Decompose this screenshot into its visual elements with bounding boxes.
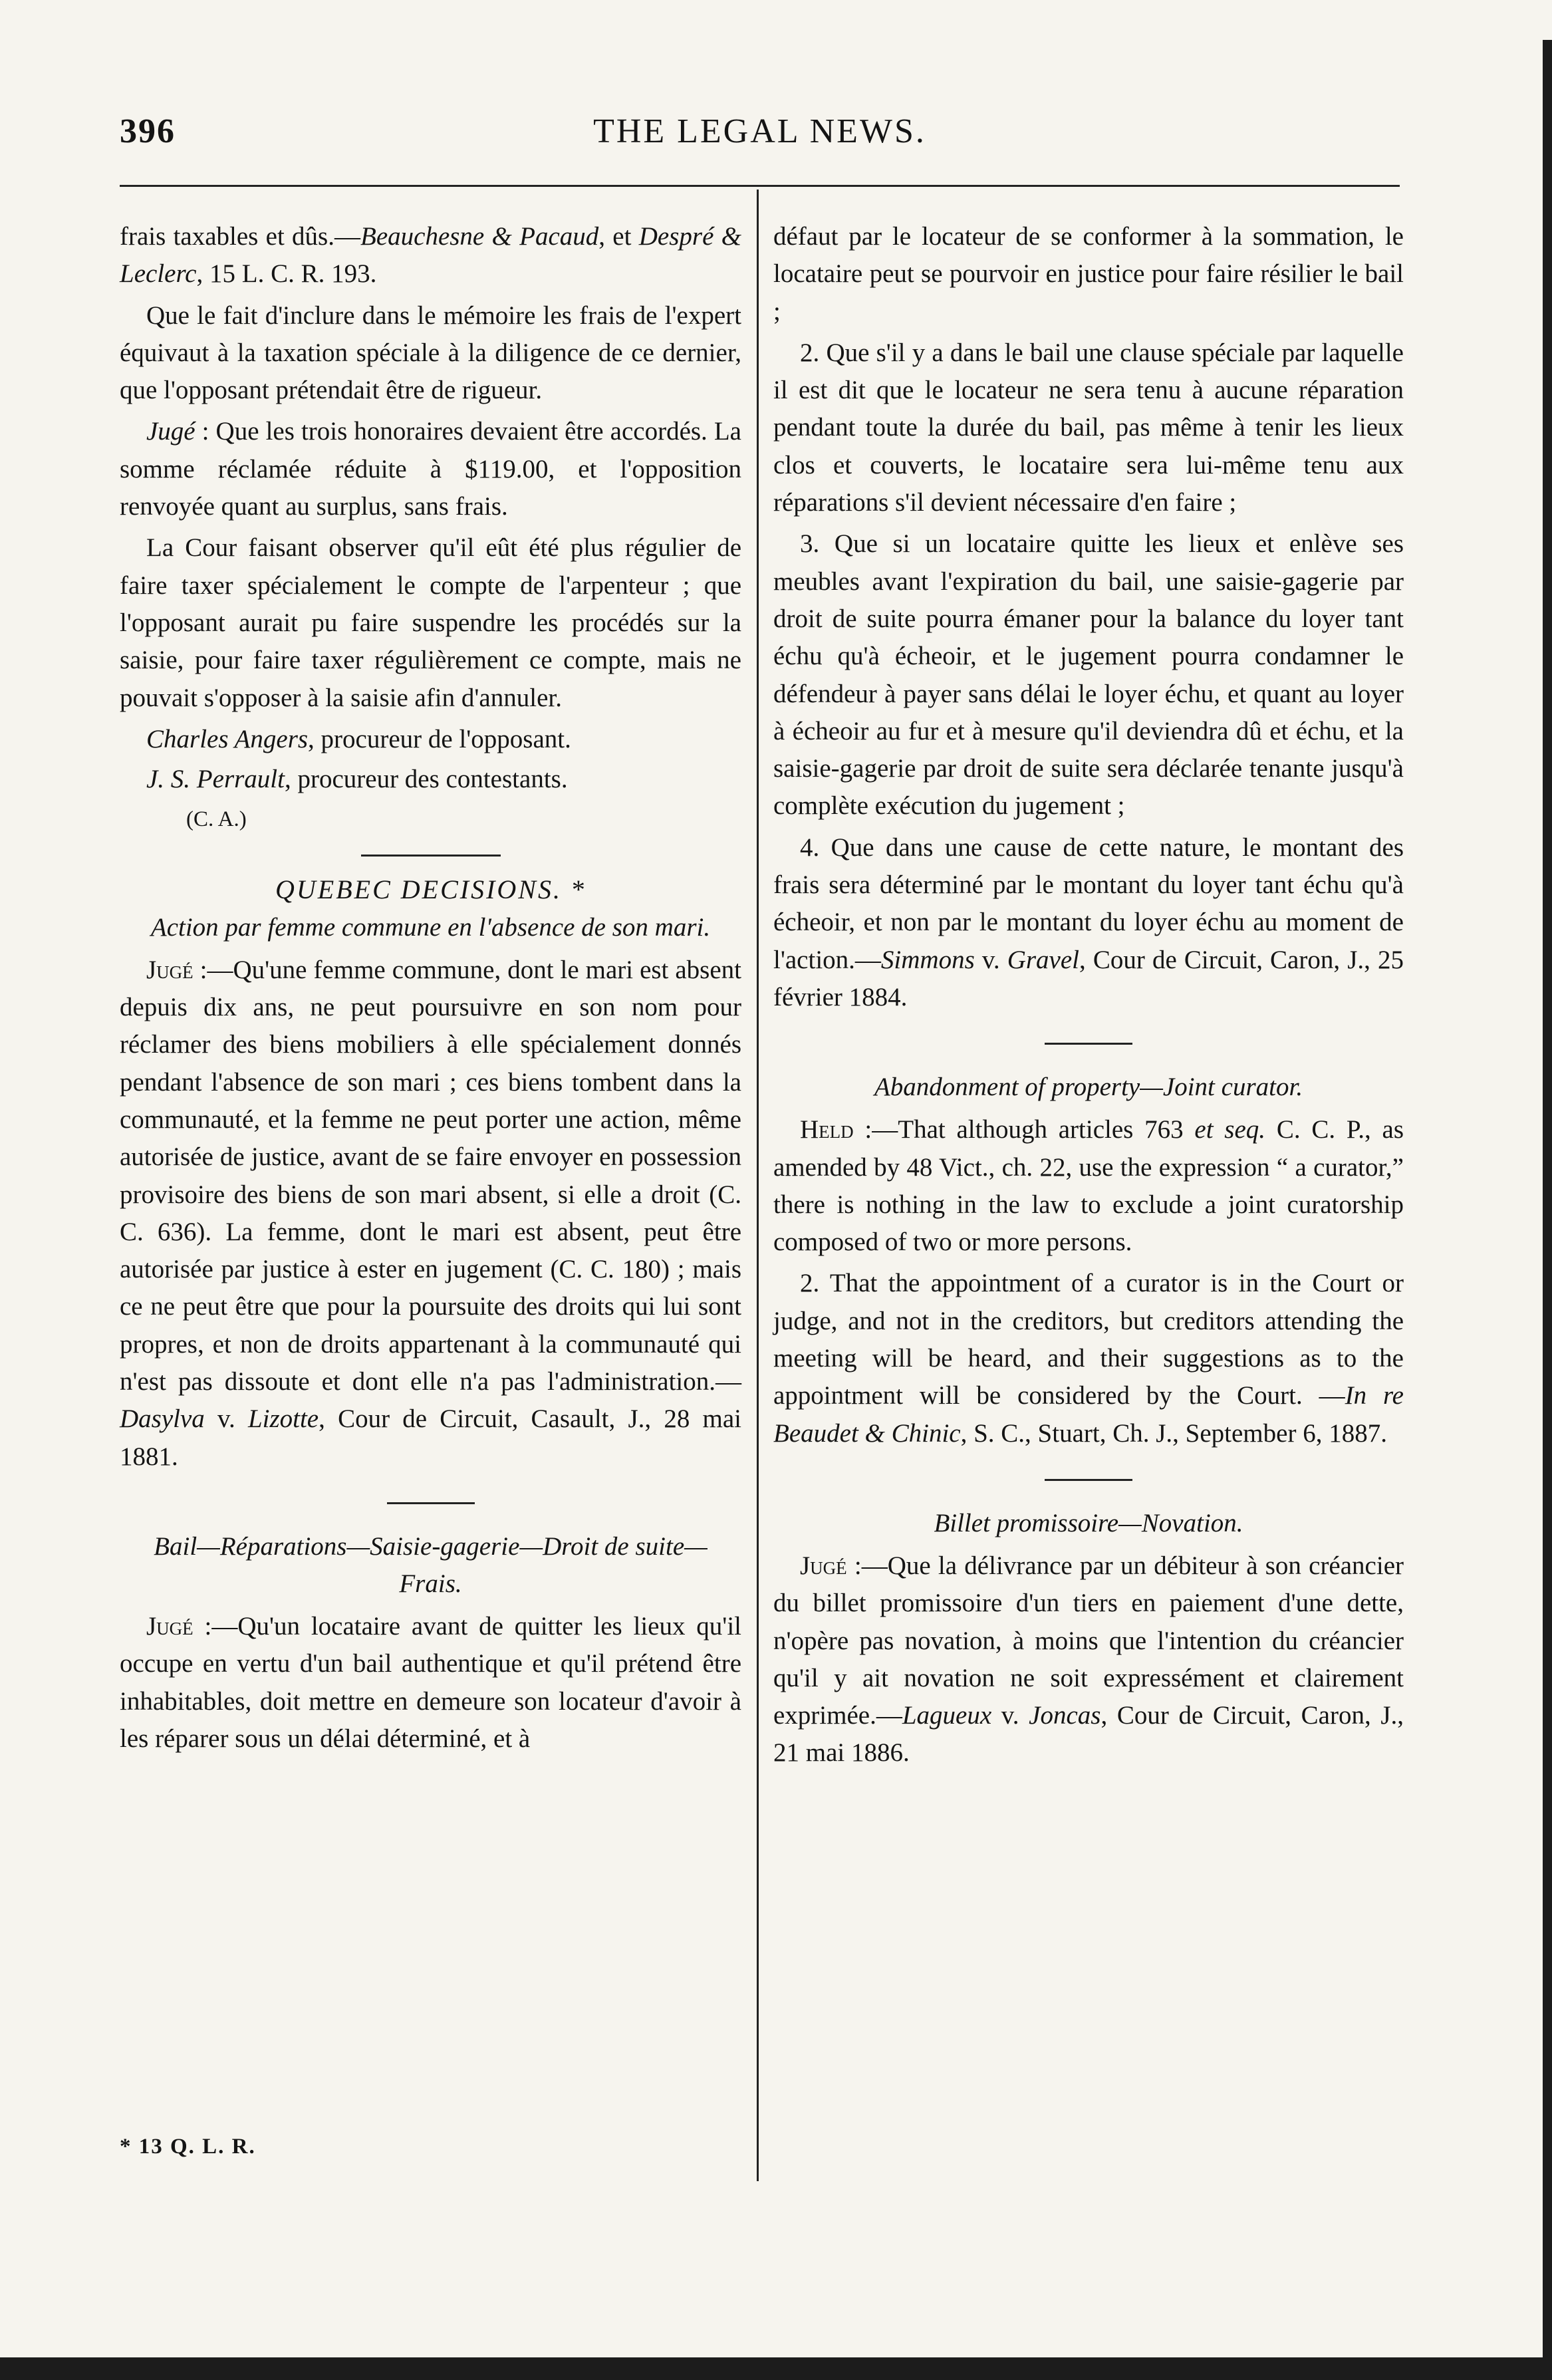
party-name: Lizotte <box>247 1404 319 1434</box>
party-name: Despré & Leclerc <box>120 222 742 289</box>
paragraph: 2. Que s'il y a dans le bail une clause spéciale par laquelle il est dit que le locateur ne sera tenu à aucune réparation pendant toute la durée du bail, pas même à tenir les lieux clos et couverts, le locataire sera lui-même tenu aux réparations s'il devient nécessaire d'en faire ; <box>773 338 1404 517</box>
text-run: v. <box>204 1404 248 1434</box>
text-run: , et <box>598 222 639 251</box>
paragraph: 3. Que si un locataire quitte les lieux et enlève ses meubles avant l'expiration du bail, une saisie-gagerie par droit de suite pourra émaner pour la balance du loyer tant échu qu'à écheoir, et le jugement pourra condamner le défendeur à payer sans délai le loyer échu, et quant au loyer à écheoir au fur et à mesure qu'il deviendra dû et échu, et la saisie-gagerie par droit de suite sera déclarée tenante jusqu'à complète exécution du jugement ; <box>773 529 1404 821</box>
text-run: C. C. P., as amended by 48 Vict., ch. 22, use the expression “ a curator,” there is nothing in the law to exclude a joint curatorship composed of two or more persons. <box>773 1115 1404 1257</box>
running-title: THE LEGAL NEWS. <box>593 112 926 150</box>
right-column <box>773 218 1404 1776</box>
text-run: , procureur de l'opposant. <box>308 724 571 753</box>
page-number: 396 <box>120 112 176 150</box>
party-name: Joncas <box>1029 1701 1101 1730</box>
header-rule <box>120 185 1400 187</box>
case-summary <box>773 1547 1404 1772</box>
party-name: Simmons <box>880 945 975 974</box>
case-separator-rule <box>1045 1479 1132 1481</box>
case-summary <box>773 1265 1404 1452</box>
paragraph: La Cour faisant observer qu'il eût été plus régulier de faire taxer spécialement le compte de l'arpenteur ; que l'opposant aurait pu faire suspendre les procédés sur la saisie, pour faire taxer régulièrement ce compte, mais ne pouvait s'opposer à la saisie afin d'annuler. <box>120 533 741 712</box>
text-run: v. <box>991 1701 1029 1730</box>
text-run: v. <box>974 945 1007 974</box>
text-run: , Cour de Circuit, Casault, J., 28 mai 1881. <box>120 1404 742 1471</box>
text-run: , Cour de Circuit, Caron, J., 25 février 1884. <box>773 945 1404 1011</box>
footnote: * 13 Q. L. R. <box>120 2135 256 2159</box>
party-name: Gravel <box>1007 945 1079 974</box>
text-run: , S. C., Stuart, Ch. J., September 6, 1887. <box>960 1418 1387 1448</box>
column-divider <box>757 190 759 2181</box>
page-edge-shadow-bottom <box>0 2357 1552 2380</box>
text-run: 4. Que dans une cause de cette nature, le montant des frais sera déterminé par le montant du loyer tant échu qu'à écheoir, et non par le montant du loyer échu au moment de l'action.— <box>773 833 1404 974</box>
lead-word: Jugé <box>146 1611 194 1641</box>
party-name: Lagueux <box>902 1701 992 1730</box>
case-separator-rule <box>1045 1043 1132 1045</box>
lead-word: Held <box>800 1115 854 1144</box>
case-heading: Abandonment of property—Joint curator. <box>874 1073 1303 1102</box>
section-title: QUEBEC DECISIONS. * <box>275 874 586 904</box>
case-separator-rule <box>387 1502 475 1504</box>
lead-word: Jugé <box>800 1551 847 1580</box>
lead-word: Jugé <box>146 417 195 446</box>
attorney-name: J. S. Perrault <box>146 765 285 794</box>
text-run: , 15 L. C. R. 193. <box>196 259 377 289</box>
text-run: :—Qu'une femme commune, dont le mari est absent depuis dix ans, ne peut poursuivre en son nom pour réclamer des biens mobiliers à elle spécialement donnés pendant l'absence de son mari ; ces biens tombent dans la communauté, et la femme ne peut porter une action, même autorisée de justice, avant de se faire envoyer en possession provisoire des biens de son mari absent, si elle a droit (C. C. 636). La femme, dont le mari est absent, peut être autorisée par justice à ester en jugement (C. C. 180) ; mais ce ne peut être que pour la poursuite des droits qui lui sont propres, et non de droits appartenant à la communauté qui n'est pas dissoute et dont elle n'a pas l'administration.— <box>120 955 741 1396</box>
case-summary <box>120 1608 741 1758</box>
text-run: 2. That the appointment of a curator is in the Court or judge, and not in the creditors, but creditors attending the meeting will be heard, and their suggestions as to the appointment will be considered by the Court. — <box>773 1269 1404 1410</box>
page-edge-shadow-right <box>1543 40 1552 2367</box>
lead-word: Jugé <box>146 955 194 984</box>
section-rule <box>361 855 501 857</box>
case-heading: Bail—Réparations—Saisie-gagerie—Droit de suite—Frais. <box>154 1531 708 1598</box>
paragraph <box>120 218 741 293</box>
attorney-signature <box>120 761 741 798</box>
text-run: : Que les trois honoraires devaient être accordés. La somme réclamée réduite à $119.00, et l'opposition renvoyée quant au surplus, sans frais. <box>120 417 741 521</box>
left-column <box>120 218 741 1762</box>
text-run: :—That although articles 763 <box>853 1115 1195 1144</box>
page-header <box>120 112 1400 158</box>
attorney-signature <box>120 721 741 758</box>
text-run: , procureur des contestants. <box>284 765 568 794</box>
case-summary <box>120 952 741 1476</box>
reporter-initials: (C. A.) <box>186 807 247 832</box>
case-summary <box>773 1111 1404 1261</box>
party-name: Beauchesne & Pacaud <box>360 222 599 251</box>
party-name: In re Beaudet & Chinic <box>773 1381 1404 1448</box>
paragraph: Que le fait d'inclure dans le mémoire les frais de l'expert équivaut à la taxation spéciale à la diligence de ce dernier, que l'opposant prétendait être de rigueur. <box>120 301 741 405</box>
paragraph <box>773 829 1404 1016</box>
latin-term: et seq. <box>1194 1115 1266 1144</box>
party-name: Dasylva <box>120 1404 205 1434</box>
paragraph <box>120 413 741 525</box>
paragraph: défaut par le locateur de se conformer à la sommation, le locataire peut se pourvoir en justice pour faire résilier le bail ; <box>773 222 1404 326</box>
text-run: , Cour de Circuit, Caron, J., 21 mai 1886. <box>773 1701 1404 1768</box>
text-run: :—Que la délivrance par un débiteur à son créancier du billet promissoire d'un tiers en paiement d'une dette, n'opère pas novation, à moins que l'intention du créancier qu'il y ait novation ne soit expressément et clairement exprimée.— <box>773 1551 1404 1730</box>
text-run: :—Qu'un locataire avant de quitter les lieux qu'il occupe en vertu d'un bail authentique et qu'il prétend être inhabitables, doit mettre en demeure son locateur d'avoir à les réparer sous un délai déterminé, et à <box>120 1611 741 1753</box>
case-heading: Action par femme commune en l'absence de son mari. <box>150 912 711 942</box>
text-run: frais taxables et dûs.— <box>120 222 360 251</box>
case-heading: Billet promissoire—Novation. <box>934 1508 1243 1537</box>
attorney-name: Charles Angers <box>146 724 309 753</box>
